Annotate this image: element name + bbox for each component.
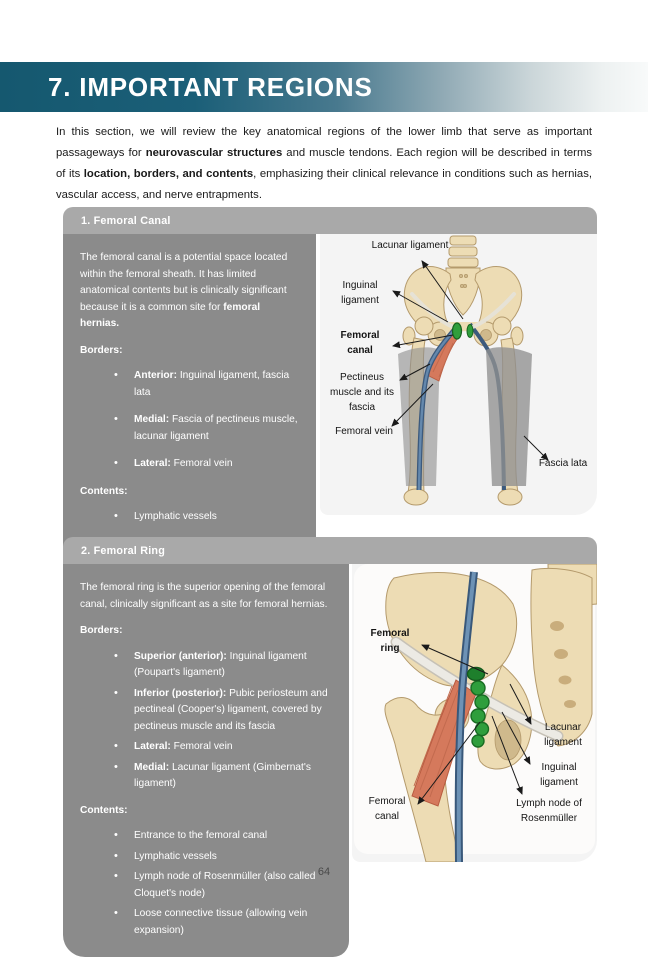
- contents-label: Contents:: [80, 485, 128, 497]
- bullet-item: • Superior (anterior): Inguinal ligament (Poupart's ligament): [112, 649, 332, 682]
- bullet-item: • Loose connective tissue (allowing vein expansion): [112, 906, 332, 939]
- bullet-item: • Lymphatic vessels: [112, 849, 332, 866]
- bullet-item: • Lateral: Femoral vein: [112, 456, 299, 473]
- bullet-item: • Lymphatic vessels: [112, 509, 299, 526]
- section-1-header-bar: [63, 207, 597, 234]
- borders-label: Borders:: [80, 344, 123, 356]
- bullet-item: • Medial: Fascia of pectineus muscle, lacunar ligament: [112, 412, 299, 445]
- bullet-item: • Lateral: Femoral vein: [112, 739, 332, 756]
- section-2-text-box: [63, 564, 349, 957]
- page-title: 7. IMPORTANT REGIONS: [48, 72, 373, 102]
- bullet-item: • Medial: Lacunar ligament (Gimbernat's ligament): [112, 760, 332, 793]
- intro-paragraph: In this section, we will review the key anatomical regions of the lower limb that serve as important passageways for neurovascular structures and muscle tendons. Each region will be described in terms of its location, borders, and contents, emphasizing their clinical relevance in conditions such as hernias, vascular access, and nerve entrapments.: [56, 126, 593, 201]
- section-2-description: The femoral ring is the superior opening of the femoral canal, clinically significant as a site for femoral hernias.: [80, 582, 328, 610]
- page-number: 64: [317, 866, 331, 878]
- label-lacunar-ligament: Lacunar ligament: [371, 240, 449, 251]
- label-femoral-vein: Femoral vein: [335, 426, 393, 437]
- label-femoral-ring: Femoral ring: [370, 628, 410, 654]
- chapter-header-band: [0, 62, 648, 112]
- label-lymph-node-rosenmuller: Lymph node of Rosenmüller: [516, 798, 582, 824]
- bullet-item: • Anterior: Inguinal ligament, fascia lata: [112, 368, 299, 401]
- label-pectineus-muscle: Pectineus muscle and its fascia: [330, 372, 394, 413]
- section-2-title: 2. Femoral Ring: [81, 544, 165, 557]
- section-1-title: 1. Femoral Canal: [81, 214, 171, 227]
- section-femoral-ring: [63, 537, 597, 957]
- borders-list: [80, 368, 299, 473]
- label-fascia-lata: Fascia lata: [538, 458, 588, 469]
- label-lacunar-ligament: Lacunar ligament: [544, 722, 582, 748]
- bullet-item: • Inferior (posterior): Pubic periosteum and pectineal (Cooper's) ligament, covered by pectineus muscle and its fascia: [112, 686, 332, 736]
- figure-femoral-ring: [352, 564, 597, 862]
- label-inguinal-ligament: Inguinal ligament: [341, 280, 379, 306]
- figure-femoral-canal: [320, 234, 597, 515]
- label-femoral-canal: Femoral canal: [368, 796, 406, 822]
- borders-list: [80, 649, 332, 793]
- borders-label: Borders:: [80, 625, 123, 637]
- label-femoral-canal: Femoral canal: [340, 330, 380, 356]
- label-inguinal-ligament: Inguinal ligament: [540, 762, 578, 788]
- section-1-description: The femoral canal is a potential space located within the femoral sheath. It has limited anatomical contents but is clinically significant because it is a common site for femoral hernias.: [80, 252, 288, 330]
- section-2-body: [63, 564, 597, 957]
- contents-label: Contents:: [80, 804, 128, 816]
- bullet-item: • Entrance to the femoral canal: [112, 828, 332, 845]
- section-2-header-bar: [63, 537, 597, 564]
- bullet-item: • Lymph node of Rosenmüller (also called Cloquet's node): [112, 869, 332, 902]
- contents-list: [80, 828, 332, 939]
